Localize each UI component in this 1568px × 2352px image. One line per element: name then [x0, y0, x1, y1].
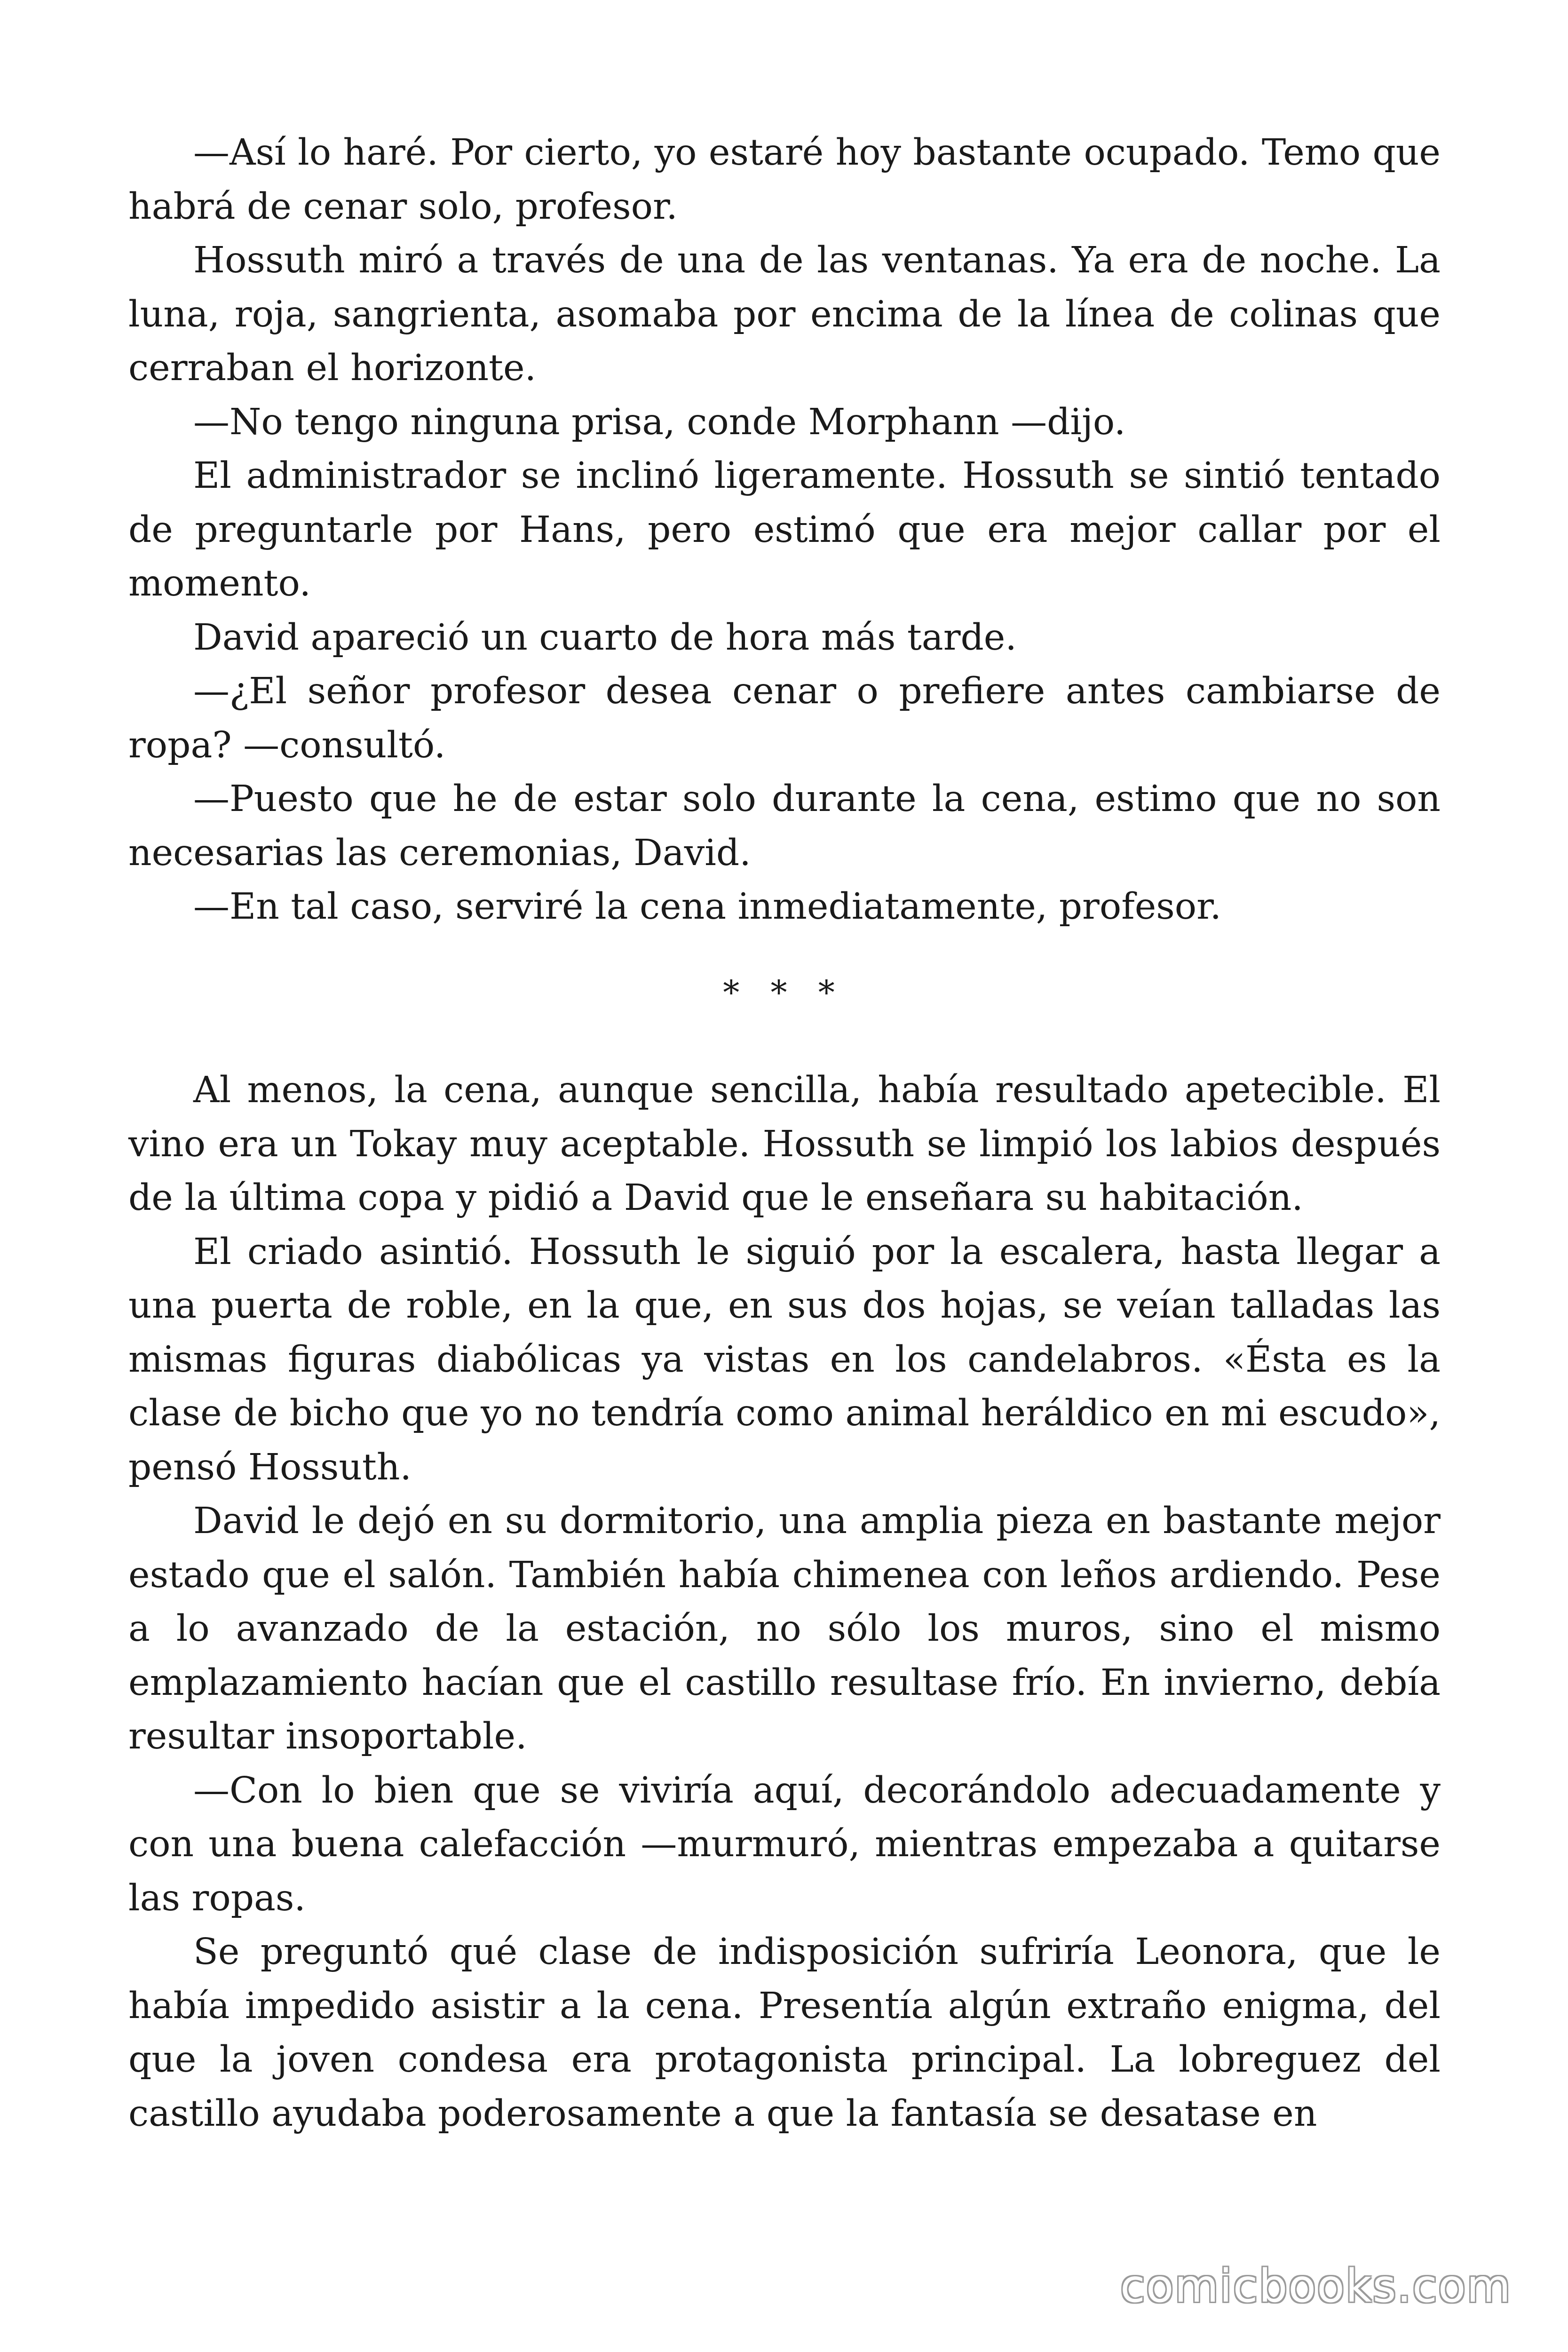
paragraph: David apareció un cuarto de hora más tarde.: [193, 616, 1017, 659]
paragraph: —¿El señor profesor desea cenar o prefiere antes cambiarse de ropa? —consultó.: [128, 670, 1441, 766]
paragraph: El criado asintió. Hossuth le siguió por la escalera, hasta llegar a una puerta de roble, en la que, en sus dos hojas, se veían talladas las mismas figuras diabólicas ya vistas en los candelabros. «Ésta es la clase de bicho que yo no tendría como animal heráldico en mi escudo», pensó Hossuth.: [128, 1231, 1441, 1488]
paragraph: Al menos, la cena, aunque sencilla, había resultado apetecible. El vino era un Tokay muy aceptable. Hossuth se limpió los labios después de la última copa y pidió a David que le enseñara su habitación.: [128, 1069, 1441, 1219]
paragraph: El administrador se inclinó ligeramente. Hossuth se sintió tentado de preguntarle por Hans, pero estimó que era mejor callar por el momento.: [128, 455, 1441, 604]
paragraph: —Así lo haré. Por cierto, yo estaré hoy bastante ocupado. Temo que habrá de cenar solo, profesor.: [128, 132, 1441, 228]
paragraph: Hossuth miró a través de una de las ventanas. Ya era de noche. La luna, roja, sangrienta, asomaba por encima de la línea de colinas que cerraban el horizonte.: [128, 239, 1441, 389]
section-separator: * * *: [723, 973, 845, 1012]
paragraph: Se preguntó qué clase de indisposición sufriría Leonora, que le había impedido asistir a la cena. Presentía algún extraño enigma, del que la joven condesa era protagonista principal. La lobreguez del castillo ayudaba poderosamente a que la fantasía se desatase en: [128, 1931, 1441, 2135]
paragraph: —Puesto que he de estar solo durante la cena, estimo que no son necesarias las ceremonias, David.: [128, 778, 1441, 874]
paragraph: —Con lo bien que se viviría aquí, decorándolo adecuadamente y con una buena calefacción —murmuró, mientras empezaba a quitarse las ropas.: [128, 1769, 1441, 1919]
paragraph: —En tal caso, serviré la cena inmediatamente, profesor.: [193, 886, 1221, 928]
text-section-1: [128, 126, 1441, 934]
paragraph: —No tengo ninguna prisa, conde Morphann —dijo.: [193, 401, 1126, 443]
paragraph: David le dejó en su dormitorio, una amplia pieza en bastante mejor estado que el salón. También había chimenea con leños ardiendo. Pese a lo avanzado de la estación, no sólo los muros, sino el mismo emplazamiento hacían que el castillo resultase frío. En invierno, debía resultar insoportable.: [128, 1500, 1441, 1757]
watermark: comicbooks.com: [1120, 2260, 1512, 2312]
text-section-2: [128, 1064, 1441, 2141]
